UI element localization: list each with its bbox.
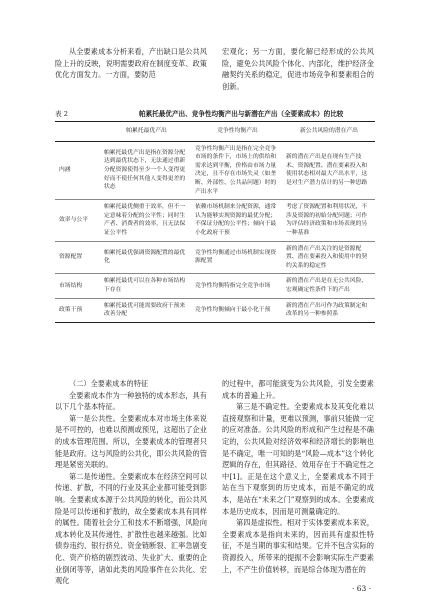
table-row xyxy=(55,241,375,274)
paragraph: 第四是虚拟性。相对于实体要素成本来说，全要素成本是指向未来的，因而具有虚拟性特征，不是当期的事实和结果。它并不包含实际的资源投入，所带来的提振不会影响实际生产要素上，不产生价值转移，而是综合体现为潜在的 xyxy=(222,518,374,574)
table-cell: 依赖市场机制来分配资源，通常认为能够实现资源的最优分配；不保证分配的公平性；倾向于最小化政府干预 xyxy=(195,204,277,236)
text-column-bottom-left xyxy=(55,378,207,587)
paragraph: 第一是公共性。全要素成本对市场主体来说是不可控的，也难以预测或预见，这超出了企业的成本管理范围。所以，全要素成本的管理者只能是政府。这与风险的公共化，即公共风险的管理是紧密关联的。 xyxy=(55,413,207,470)
table-cell: 帕累托最优侧重于效率，但不一定意味着分配的公平性；同时生产者、消费者的效率，且无法保证公平性 xyxy=(104,204,186,236)
header-cell-new-potential: 新公共风险的潜在产出 xyxy=(300,128,358,134)
text-column-bottom-right xyxy=(222,378,374,575)
table-row xyxy=(55,200,375,241)
table-row xyxy=(55,298,375,322)
table-cell: 竞争性均衡产出是指在完全竞争市场的条件下，市场上的供给和需求达到平衡，价格由市场力量决定，且不存在市场失灵（如垄断、外部性、公共品问题）时的产出水平 xyxy=(195,145,277,195)
table-cell: 竞争性均衡倾向于最小化干预 xyxy=(195,306,271,313)
header-cell-pareto: 帕累托最优产出 xyxy=(126,128,167,134)
row-label: 效率与公平 xyxy=(59,217,88,224)
table-cell: 帕累托最优可以在各种市场结构下存在 xyxy=(104,278,186,293)
paragraph: 从全要素成本分析来看，产出缺口是公共风险上升的反映，说明需要政府在制度变革、政策优化方面发力。一方面，要防范 xyxy=(55,47,207,80)
page-number: · 63 · xyxy=(352,584,372,593)
text-column-top-left xyxy=(55,46,207,81)
paragraph: 全要素成本作为一种独特的成本形态，具有以下几个基本特征。 xyxy=(55,390,207,412)
table-caption xyxy=(55,108,375,120)
header-cell-blank xyxy=(55,122,101,142)
table-title: 帕累托最优产出、竞争性均衡产出与新潜在产出（全要素成本）的比较 xyxy=(139,110,344,118)
table-cell: 考虑了资源配置和利用状况，不涉及资源的初始分配问题；可作为评估经济政策和市场表现的另一种基准 xyxy=(286,204,368,236)
section-heading: （二）全要素成本的特征 xyxy=(69,379,149,388)
comparison-table-wrapper xyxy=(55,121,375,323)
table-label: 表 2 xyxy=(55,110,68,118)
table-cell: 竞争性均衡特指完全竞争市场 xyxy=(195,282,271,289)
table-cell: 新的潜在产出是在无公共风险、宏观确定性条件下的产出 xyxy=(286,278,368,293)
paragraph: 第三是不确定性。全要素成本及其变化难以直接观察和计量，更难以预测，事前只能做一定的应对准备。公共风险的形成和产生过程是不确定的，公共风险对经济效率和经济增长的影响也是不确定，唯一可知的是“风险—成本”这个转化逻辑的存在，但其路径、效用存在于不确定性之中[1]。正是在这个意义上，全要素成本不同于站在当下观察到的历史成本，而是不确定的成本，是站在“未来之门”观察到的成本。全要素成本是历史成本，因而是可测量确定的。 xyxy=(222,402,374,516)
table-cell: 帕累托最优产出是指在资源分配达到最优状态下，无法通过重新分配资源使得至少一个人变得更好而不使任何其他人变得更差的状态 xyxy=(104,149,186,191)
table-row xyxy=(55,274,375,298)
row-label: 市场结构 xyxy=(59,282,83,289)
row-label: 内涵 xyxy=(59,167,71,174)
table-cell: 帕累托最优可能需要政府干预来改善分配 xyxy=(104,302,186,318)
paragraph: 宏观化；另一方面，要化解已经形成的公共风险，避免公共风险个体化、内部化，维护经济金融契约关系的稳定，促进市场竞争和要素组合的创新。 xyxy=(222,47,374,91)
table-cell: 新的潜在产出是在现有生产技术、资源配置、潜在要素投入和使用状态相对最大产出水平，这是对生产潜力估计的另一种思路 xyxy=(286,154,368,186)
paragraph: 第二是传递性。全要素成本在经济空间可以传递、扩散，不同的行业及其企业都可能受到影响。全要素成本源于公共风险的转化，而公共风险是可以传递和扩散的，故全要素成本具有同样的属性。随着社会分工和技术不断增强，风险向成本转化及其传递性、扩散性也越来越强。比如债券违约、银行挤兑、资金链断裂、汇率急剧变化、资产价格的剧烈波动、失业扩大、重要的企业倒闭等等，诸如此类的风险事件在公共化、宏观化 xyxy=(55,471,207,586)
table-cell: 新的潜在产出关注的是资源配置、潜在要素投入和使用中的契约关系的稳定性 xyxy=(286,245,368,269)
header-cell-competitive: 竞争性均衡产出 xyxy=(217,128,258,134)
row-label: 政策干预 xyxy=(59,306,83,313)
text-column-top-right xyxy=(222,46,374,92)
table-cell: 新的潜在产出可作为政策制定和改革的另一种参照系 xyxy=(286,302,368,318)
table-cell: 帕累托最优强调资源配置的最优化 xyxy=(104,249,186,265)
comparison-table xyxy=(55,121,375,323)
table-header-row xyxy=(55,122,375,142)
paragraph: 的过程中，都可能演变为公共风险，引发全要素成本的普遍上升。 xyxy=(222,379,374,400)
row-label: 资源配置 xyxy=(59,254,83,261)
table-row xyxy=(55,141,375,200)
table-cell: 竞争性均衡通过市场机制实现资源配置 xyxy=(195,249,277,265)
